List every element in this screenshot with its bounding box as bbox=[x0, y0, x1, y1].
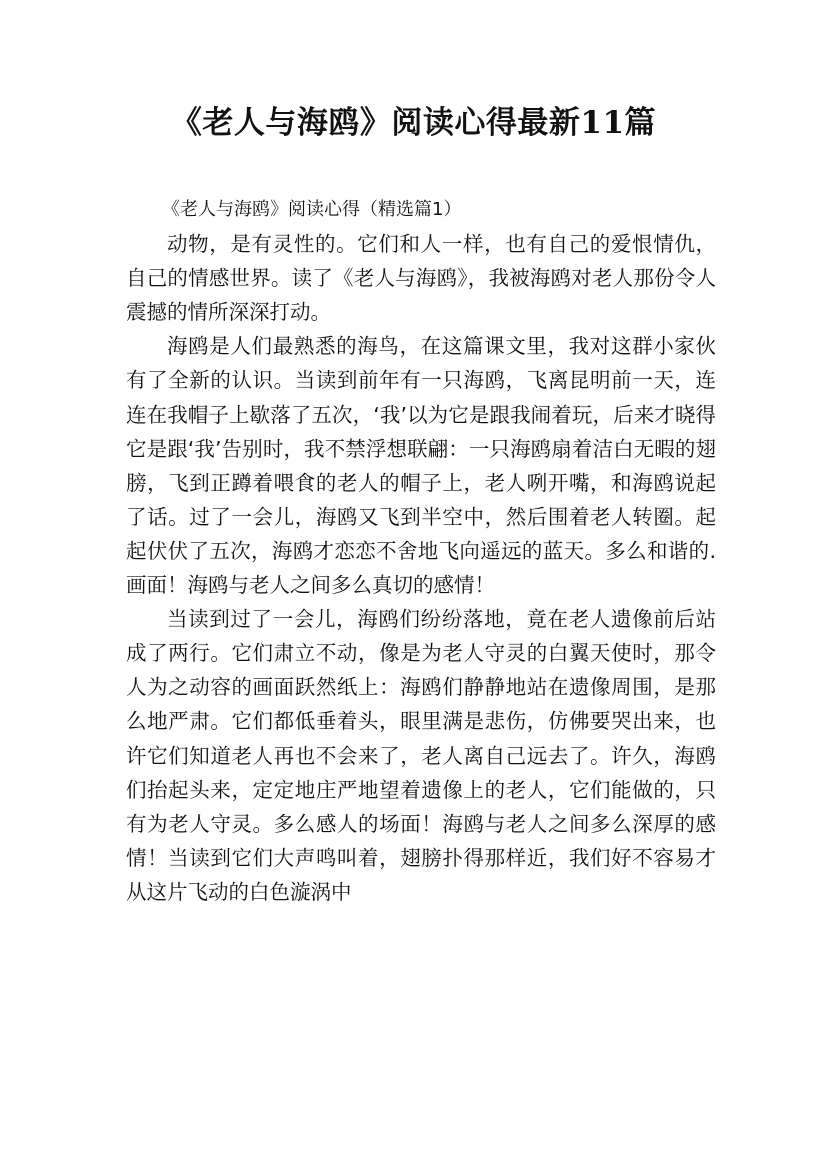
section-heading: 《老人与海鸥》阅读心得（精选篇1） bbox=[162, 199, 462, 220]
document-title: 《老人与海鸥》阅读心得最新11篇 bbox=[170, 105, 657, 141]
document-body bbox=[126, 193, 716, 909]
paragraph: 动物，是有灵性的。它们和人一样，也有自己的爱恨情仇，自己的情感世界。读了《老人与海鸥》，我被海鸥对老人那份令人震撼的情所深深打动。 bbox=[126, 232, 716, 325]
paragraph: 当读到过了一会儿，海鸥们纷纷落地，竟在老人遗像前后站成了两行。它们肃立不动，像是为老人守灵的白翼天使时，那令人为之动容的画面跃然纸上：海鸥们静静地站在遗像周围，是那么地严肃。它们都低垂着头，眼里满是悲伤，仿佛要哭出来，也许它们知道老人再也不会来了，老人离自己远去了。许久，海鸥们抬起头来，定定地庄严地望着遗像上的老人，它们能做的，只有为老人守灵。多么感人的场面！海鸥与老人之间多么深厚的感情！当读到它们大声鸣叫着，翅膀扑得那样近，我们好不容易才从这片飞动的白色漩涡中 bbox=[126, 607, 716, 904]
paragraph: 海鸥是人们最熟悉的海鸟，在这篇课文里，我对这群小家伙有了全新的认识。当读到前年有一只海鸥，飞离昆明前一天，连连在我帽子上歇落了五次，‘我’以为它是跟我闹着玩，后来才晓得它是跟‘我’告别时，我不禁浮想联翩：一只海鸥扇着洁白无暇的翅膀，飞到正蹲着喂食的老人的帽子上，老人咧开嘴，和海鸥说起了话。过了一会儿，海鸥又飞到半空中，然后围着老人转圈。起起伏伏了五次，海鸥才恋恋不舍地飞向遥远的蓝天。多么和谐的.画面！海鸥与老人之间多么真切的感情！ bbox=[126, 334, 716, 598]
